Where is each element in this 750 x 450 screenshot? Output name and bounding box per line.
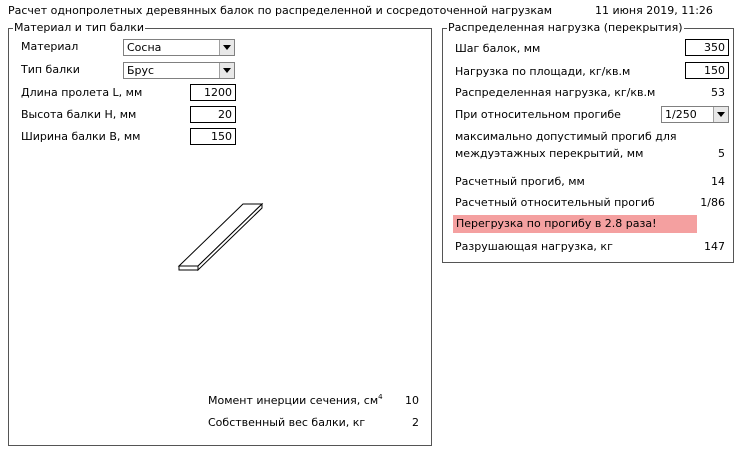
beam-width-label: Ширина балки B, мм [21,130,141,143]
breaking-load-value: 147 [704,240,725,253]
chevron-down-icon[interactable] [219,40,234,55]
beam-step-label: Шаг балок, мм [455,42,541,55]
inertia-value: 10 [405,394,419,407]
calc-deflection-label: Расчетный прогиб, мм [455,175,585,188]
distributed-load-group-title: Распределенная нагрузка (перекрытия) [448,21,683,34]
max-deflection-label-line1: максимально допустимый прогиб для [455,130,677,143]
distributed-load-value: 53 [711,86,725,99]
beam-type-select-value: Брус [127,64,155,77]
datetime: 11 июня 2019, 11:26 [595,4,713,17]
beam-step-field[interactable]: 350 [685,39,729,56]
beam-sketch [175,199,265,274]
material-label: Материал [21,40,79,53]
area-load-label: Нагрузка по площади, кг/кв.м [455,65,631,78]
area-load-field[interactable]: 150 [685,62,729,79]
calc-relative-deflection-value: 1/86 [700,196,725,209]
beam-type-label: Тип балки [21,63,80,76]
calc-relative-deflection-label: Расчетный относительный прогиб [455,196,655,209]
max-deflection-label-line2: междуэтажных перекрытий, мм [455,147,644,160]
relative-deflection-select-value: 1/250 [665,108,697,121]
breaking-load-label: Разрушающая нагрузка, кг [455,240,613,253]
relative-deflection-label: При относительном прогибе [455,108,621,121]
span-length-label: Длина пролета L, мм [21,86,143,99]
chevron-down-icon[interactable] [219,63,234,78]
material-group [8,21,432,446]
beam-type-select[interactable] [123,62,235,79]
inertia-label-text: Момент инерции сечения, см [208,394,379,407]
material-select-value: Сосна [127,41,162,54]
span-length-field[interactable]: 1200 [190,84,236,101]
max-deflection-value: 5 [718,147,725,160]
overload-warning: Перегрузка по прогибу в 2.8 раза! [453,215,697,233]
page-title: Расчет однопролетных деревянных балок по распределенной и сосредоточенной нагрузкам [8,4,553,17]
relative-deflection-select[interactable] [661,106,729,123]
beam-weight-value: 2 [412,416,419,429]
material-select[interactable] [123,39,235,56]
inertia-label [208,394,383,408]
material-group-title: Материал и тип балки [14,21,145,34]
distributed-load-label: Распределенная нагрузка, кг/кв.м [455,86,656,99]
inertia-unit-power: 4 [378,393,383,401]
chevron-down-icon[interactable] [713,107,728,122]
distributed-load-group [442,21,734,263]
beam-width-field[interactable]: 150 [190,128,236,145]
calc-deflection-value: 14 [711,175,725,188]
beam-height-label: Высота балки H, мм [21,108,137,121]
beam-height-field[interactable]: 20 [190,106,236,123]
beam-weight-label: Собственный вес балки, кг [208,416,366,429]
